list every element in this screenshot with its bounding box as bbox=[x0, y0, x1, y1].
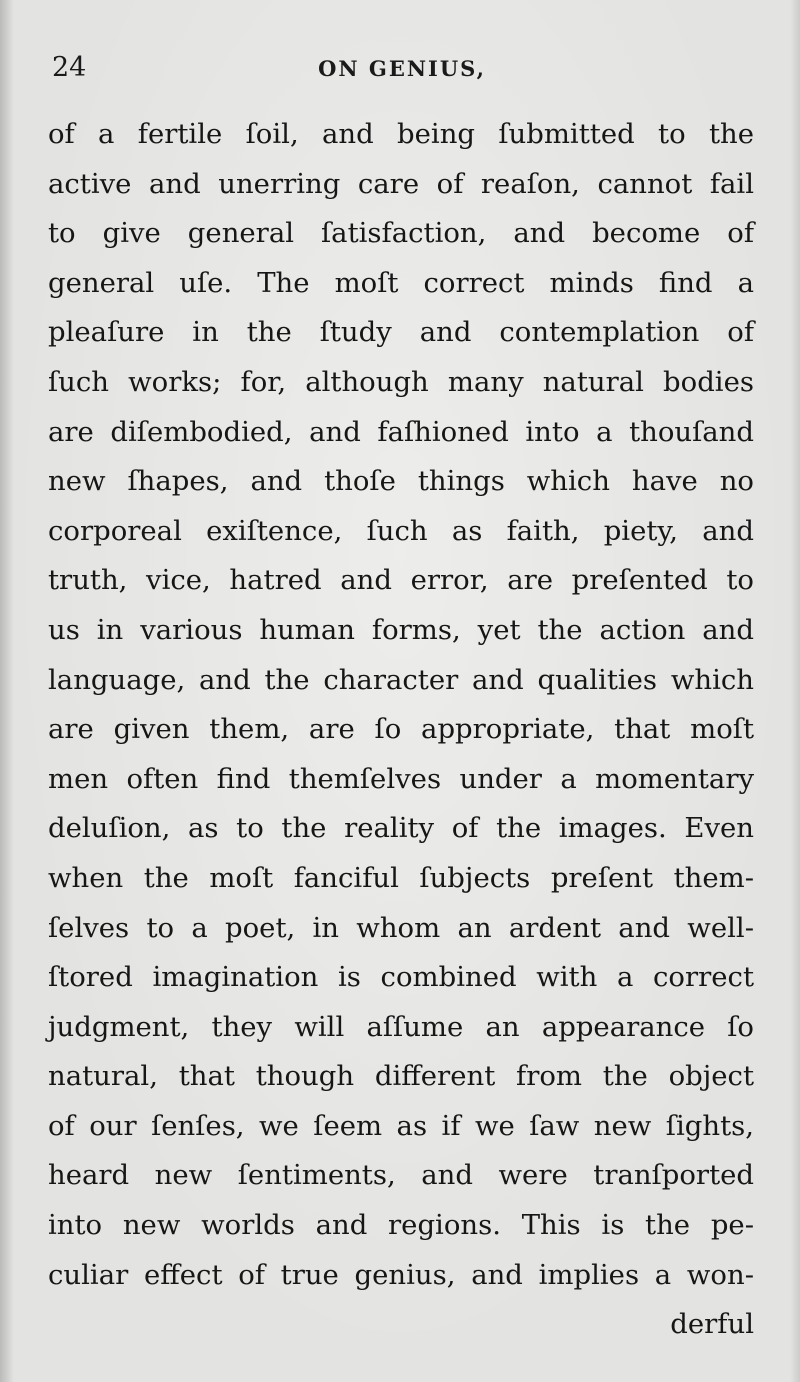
text-line: pleaſure in the ſtudy and contemplation of bbox=[48, 316, 754, 349]
text-line: into new worlds and regions. This is the pe- bbox=[48, 1209, 754, 1242]
body-text bbox=[48, 110, 754, 1350]
text-line: judgment, they will aſſume an appearance ſo bbox=[48, 1010, 754, 1043]
text-line: natural, that though different from the object bbox=[48, 1060, 754, 1093]
text-line: are diſembodied, and faſhioned into a thouſand bbox=[48, 415, 754, 448]
text-line: general uſe. The moſt correct minds find a bbox=[48, 266, 754, 299]
text-line: men often find themſelves under a momentary bbox=[48, 762, 754, 795]
text-line: us in various human forms, yet the action and bbox=[48, 613, 754, 646]
text-line: when the moſt fanciful ſubjects preſent them- bbox=[48, 861, 754, 894]
text-line: deluſion, as to the reality of the images. Even bbox=[48, 812, 754, 845]
text-line: culiar effect of true genius, and implies a won- bbox=[48, 1258, 754, 1291]
text-line: new ſhapes, and thoſe things which have no bbox=[48, 465, 754, 498]
text-line: of our ſenſes, we ſeem as if we ſaw new ſights, bbox=[48, 1109, 754, 1142]
text-line: ſuch works; for, although many natural bodies bbox=[48, 365, 754, 398]
text-line: corporeal exiſtence, ſuch as faith, piety, and bbox=[48, 514, 754, 547]
running-head: ON GENIUS, bbox=[318, 56, 486, 81]
page-number: 24 bbox=[52, 52, 87, 83]
text-line: are given them, are ſo appropriate, that moſt bbox=[48, 713, 754, 746]
text-line: to give general ſatisfaction, and become of bbox=[48, 217, 754, 250]
catchword: derful bbox=[670, 1308, 754, 1341]
text-line: language, and the character and qualities which bbox=[48, 663, 754, 696]
text-line: active and unerring care of reaſon, cannot fail bbox=[48, 167, 754, 200]
page-header bbox=[52, 52, 752, 92]
text-line: ſelves to a poet, in whom an ardent and well- bbox=[48, 911, 754, 944]
text-line: truth, vice, hatred and error, are preſented to bbox=[48, 564, 754, 597]
text-line: ſtored imagination is combined with a correct bbox=[48, 961, 754, 994]
text-line: heard new ſentiments, and were tranſported bbox=[48, 1159, 754, 1192]
text-line: of a fertile ſoil, and being ſubmitted to the bbox=[48, 118, 754, 150]
